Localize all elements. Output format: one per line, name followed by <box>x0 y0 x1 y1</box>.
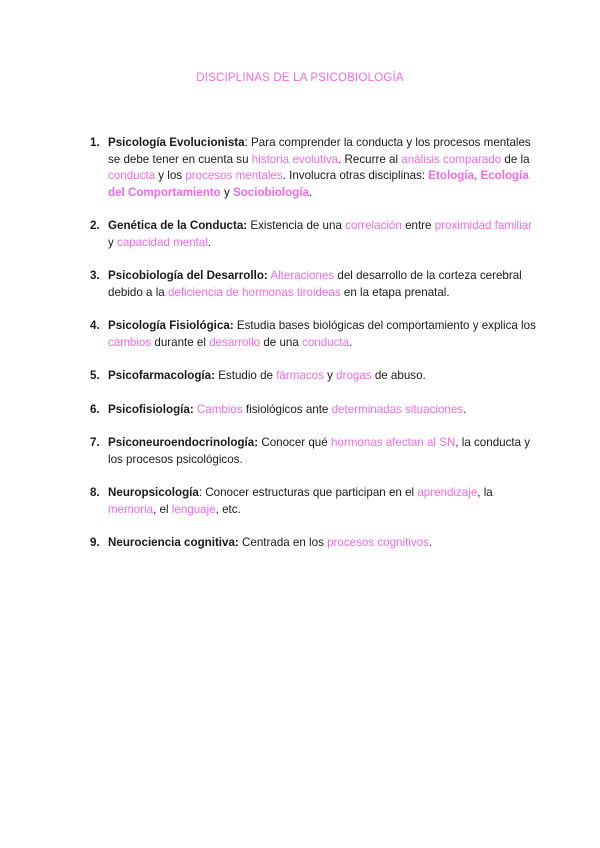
list-item <box>90 535 540 552</box>
description-text: . <box>309 185 313 199</box>
list-number: 5. <box>90 369 100 382</box>
list-item <box>90 268 540 301</box>
list-item <box>90 318 540 351</box>
description-text: Estudio de <box>214 369 277 382</box>
list-number: 9. <box>90 536 100 549</box>
description-text: Existencia de una <box>247 219 346 232</box>
list-number: 4. <box>90 319 100 332</box>
list-item <box>90 218 540 251</box>
highlighted-discipline: Sociobiología <box>232 185 309 199</box>
highlighted-discipline: Etología, Ecología del Comportamiento <box>108 169 529 199</box>
description-text: Estudia bases biológicas del comportamiento y explica los <box>233 319 536 332</box>
discipline-name: Psicofarmacología: <box>108 369 215 382</box>
description-text: . <box>207 235 212 249</box>
discipline-name: Psiconeuroendocrinología: <box>108 436 259 449</box>
description-text: , la conducta y los procesos psicológicos. <box>108 436 531 466</box>
description-text: del desarrollo de la corteza cerebral debido a la <box>108 269 522 299</box>
list-number: 3. <box>90 269 100 282</box>
description-text: . Recurre al <box>338 152 402 166</box>
highlighted-term: aprendizaje <box>417 486 478 499</box>
description-text: , etc. <box>215 502 241 516</box>
discipline-name: Genética de la Conducta: <box>108 219 248 232</box>
discipline-name: Neuropsicología <box>108 486 199 499</box>
description-text: . <box>428 536 433 549</box>
list-number: 7. <box>90 436 100 449</box>
highlighted-term: determinadas situaciones <box>331 402 464 416</box>
description-text: entre <box>401 219 435 232</box>
description-text: y <box>220 185 233 199</box>
list-item <box>90 135 540 201</box>
description-text: Centrada en los <box>238 536 328 549</box>
highlighted-term: historia evolutiva <box>251 152 339 166</box>
description-text: y los <box>155 169 186 182</box>
description-text: Conocer qué <box>258 436 331 449</box>
description-text: durante el <box>151 335 210 349</box>
highlighted-term: conducta <box>302 335 350 349</box>
highlighted-term: Cambios <box>196 402 243 416</box>
highlighted-term: conducta <box>108 169 156 182</box>
description-text: en la etapa prenatal. <box>340 285 450 299</box>
highlighted-term: procesos mentales <box>185 169 283 182</box>
description-text: de abuso. <box>371 369 426 382</box>
highlighted-term: procesos cognitivos <box>327 536 429 549</box>
description-text: , la <box>477 486 493 499</box>
highlighted-term: correlación <box>345 219 402 232</box>
disciplines-list <box>90 135 540 569</box>
description-text: y <box>108 235 118 249</box>
list-number: 6. <box>90 402 100 416</box>
highlighted-term: fármacos <box>276 369 324 382</box>
page-title: DISCIPLINAS DE LA PSICOBIOLOGÍA <box>196 72 404 84</box>
description-text: fisiológicos ante <box>242 402 332 416</box>
list-item <box>90 402 540 419</box>
list-item <box>90 485 540 518</box>
highlighted-term: capacidad mental <box>117 235 208 249</box>
description-text: de la <box>501 152 530 166</box>
description-text: . Involucra otras disciplinas: <box>282 169 429 182</box>
highlighted-term: hormonas afectan al SN <box>330 436 456 449</box>
list-item <box>90 435 540 468</box>
list-number: 2. <box>90 219 100 232</box>
description-text: . <box>463 402 467 416</box>
discipline-name: Psicología Fisiológica: <box>108 319 234 332</box>
highlighted-term: memoria <box>108 502 154 516</box>
highlighted-term: desarrollo <box>209 335 261 349</box>
highlighted-term: drogas <box>336 369 372 382</box>
discipline-name: Psicofisiología: <box>108 402 194 416</box>
list-number: 8. <box>90 486 100 499</box>
list-item <box>90 368 540 385</box>
discipline-name: Neurociencia cognitiva: <box>108 536 239 549</box>
description-text: : Conocer estructuras que participan en el <box>198 486 418 499</box>
discipline-name: Psicología Evolucionista <box>108 136 245 149</box>
description-text: , el <box>153 502 172 516</box>
highlighted-term: deficiencia de hormonas tiroideas <box>167 285 341 299</box>
highlighted-term: cambios <box>108 335 152 349</box>
description-text: de una <box>260 335 303 349</box>
description-text: y <box>323 369 337 382</box>
description-text: . <box>349 335 353 349</box>
highlighted-term: Alteraciones <box>270 269 335 282</box>
description-text: : Para comprender la conducta y los procesos mentales se debe tener en cuenta su <box>108 136 531 166</box>
highlighted-term: lenguaje <box>171 502 216 516</box>
highlighted-term: proximidad familiar <box>434 219 533 232</box>
list-number: 1. <box>90 136 100 149</box>
highlighted-term: análisis comparado <box>401 152 502 166</box>
discipline-name: Psicobiología del Desarrollo: <box>108 269 268 282</box>
